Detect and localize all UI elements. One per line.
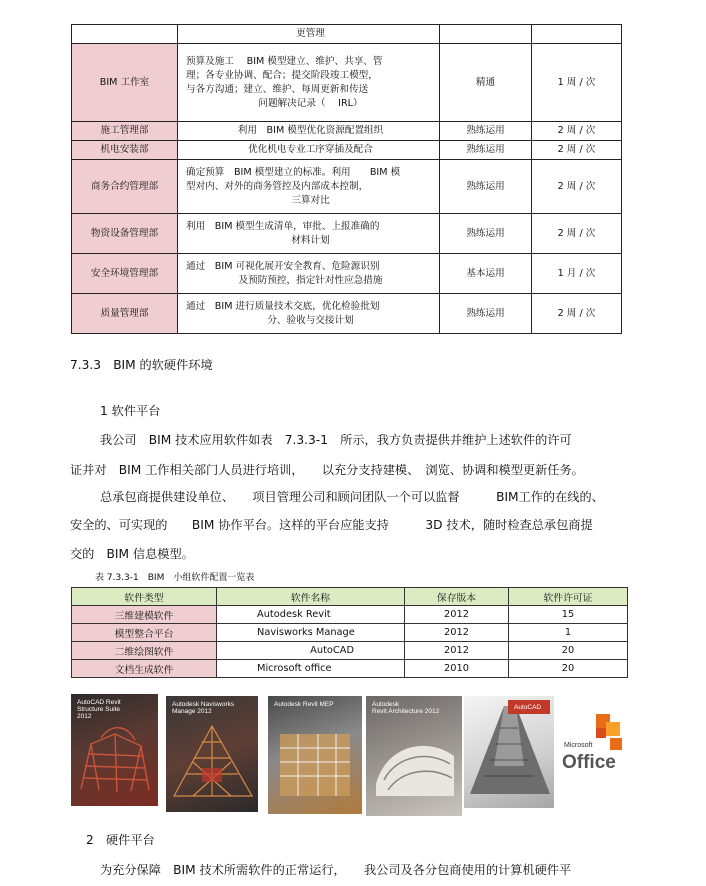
bim-responsibility-table xyxy=(71,24,622,334)
duty-line: 材料计划 xyxy=(291,234,330,246)
table-row xyxy=(72,294,622,334)
duty-line: 理；各专业协调、配合；提交阶段竣工模型， xyxy=(186,69,378,81)
duty-cell xyxy=(178,214,440,254)
paragraph-line: 我公司 BIM 技术应用软件如表 7.3.3-1 所示，我方负责提供并维护上述软件的许可 xyxy=(100,433,572,447)
duty-cell xyxy=(178,44,440,122)
duty-cell xyxy=(178,25,440,44)
software-licenses: 1 xyxy=(509,624,628,642)
revit-architecture-box-image xyxy=(366,696,462,816)
frequency-cell: 2 周 / 次 xyxy=(532,294,622,334)
software-type: 二维绘图软件 xyxy=(72,642,217,660)
proficiency-cell: 熟练运用 xyxy=(440,122,532,141)
proficiency-cell: 熟练运用 xyxy=(440,141,532,160)
software-name: Autodesk Revit xyxy=(217,606,405,624)
revit-structure-box-label: AutoCAD Revit Structure Suite 2012 xyxy=(77,699,121,720)
table-row xyxy=(72,642,628,660)
navisworks-box-image xyxy=(166,696,258,812)
autocad-box-label: AutoCAD xyxy=(514,704,542,711)
duty-line: 型对内、对外的商务管控及内部成本控制， xyxy=(186,180,369,192)
duty-line: 更管理 xyxy=(296,28,325,39)
frequency-cell: 1 周 / 次 xyxy=(532,44,622,122)
department-cell: 机电安装部 xyxy=(72,141,178,160)
table-row xyxy=(72,141,622,160)
paragraph-line: 为充分保障 BIM 技术所需软件的正常运行， 我公司及各分包商使用的计算机硬件平 xyxy=(100,863,572,877)
software-config-table xyxy=(71,587,628,678)
software-licenses: 20 xyxy=(509,660,628,678)
paragraph-line: 总承包商提供建设单位、 项目管理公司和顾问团队一个可以监督 BIM工作的在线的、 xyxy=(100,490,604,504)
proficiency-cell: 基本运用 xyxy=(440,254,532,294)
software-licenses: 15 xyxy=(509,606,628,624)
duty-line: 确定预算 BIM 模型建立的标准。利用 BIM 模 xyxy=(186,166,401,178)
software-type: 文档生成软件 xyxy=(72,660,217,678)
software-platform-heading: 1 软件平台 xyxy=(100,404,161,418)
header-cell: 软件名称 xyxy=(217,588,405,606)
software-type: 三维建模软件 xyxy=(72,606,217,624)
table-row xyxy=(72,214,622,254)
duty-line: 问题解决记录（ IRL） xyxy=(258,97,363,109)
software-version: 2010 xyxy=(405,660,509,678)
duty-cell xyxy=(178,141,440,160)
table-row xyxy=(72,122,622,141)
software-version: 2012 xyxy=(405,606,509,624)
revit-mep-box-label: Autodesk Revit MEP xyxy=(274,701,334,708)
revit-architecture-box-label: Autodesk Revit Architecture 2012 xyxy=(372,701,440,715)
table-row xyxy=(72,44,622,122)
proficiency-cell: 熟练运用 xyxy=(440,160,532,214)
department-cell: 商务合约管理部 xyxy=(72,160,178,214)
proficiency-cell: 精通 xyxy=(440,44,532,122)
duty-line: 预算及施工 BIM 模型建立、维护、共享、管 xyxy=(186,55,383,67)
duty-line: 通过 BIM 可视化展开安全教育、危险源识别 xyxy=(186,260,380,272)
paragraph-line: 交的 BIM 信息模型。 xyxy=(70,547,194,561)
proficiency-cell: 熟练运用 xyxy=(440,294,532,334)
table-row xyxy=(72,254,622,294)
duty-line: 分、验收与交接计划 xyxy=(267,314,354,326)
autocad-box-image xyxy=(464,696,554,808)
software-licenses: 20 xyxy=(509,642,628,660)
section-heading: 7.3.3 BIM 的软硬件环境 xyxy=(70,358,213,372)
department-cell: 质量管理部 xyxy=(72,294,178,334)
duty-line: 及预防预控，指定针对性应急措施 xyxy=(238,274,383,286)
navisworks-box-label: Autodesk Navisworks Manage 2012 xyxy=(172,701,235,715)
duty-line: 三算对比 xyxy=(291,194,330,206)
duty-line: 优化机电专业工序穿插及配合 xyxy=(248,144,373,155)
table-row xyxy=(72,660,628,678)
department-cell: 施工管理部 xyxy=(72,122,178,141)
duty-line: 通过 BIM 进行质量技术交底，优化检验批划 xyxy=(186,300,380,312)
table-row xyxy=(72,624,628,642)
proficiency-cell: 熟练运用 xyxy=(440,214,532,254)
frequency-cell: 2 周 / 次 xyxy=(532,160,622,214)
frequency-cell: 2 周 / 次 xyxy=(532,122,622,141)
table-row xyxy=(72,25,622,44)
duty-cell xyxy=(178,122,440,141)
software-name: AutoCAD xyxy=(217,642,405,660)
proficiency-cell xyxy=(440,25,532,44)
duty-cell xyxy=(178,254,440,294)
frequency-cell: 2 周 / 次 xyxy=(532,214,622,254)
frequency-cell: 1 月 / 次 xyxy=(532,254,622,294)
header-cell: 保存版本 xyxy=(405,588,509,606)
software-version: 2012 xyxy=(405,642,509,660)
frequency-cell: 2 周 / 次 xyxy=(532,141,622,160)
header-cell: 软件许可证 xyxy=(509,588,628,606)
duty-line: 与各方沟通；建立、维护、每周更新和传送 xyxy=(186,83,369,95)
revit-structure-box-image xyxy=(71,694,158,806)
revit-mep-box-image xyxy=(268,696,362,814)
table-header-row xyxy=(72,588,628,606)
department-cell: 物资设备管理部 xyxy=(72,214,178,254)
header-cell: 软件类型 xyxy=(72,588,217,606)
hardware-platform-heading: 2 硬件平台 xyxy=(86,833,155,847)
paragraph-line: 证并对 BIM 工作相关部门人员进行培训， 以充分支持建模、 浏览、协调和模型更新任务。 xyxy=(70,463,584,477)
paragraph-line: 安全的、可实现的 BIM 协作平台。这样的平台应能支持 3D 技术，随时检查总承包商提 xyxy=(70,518,593,532)
software-version: 2012 xyxy=(405,624,509,642)
frequency-cell xyxy=(532,25,622,44)
department-cell: 安全环境管理部 xyxy=(72,254,178,294)
software-name: Navisworks Manage xyxy=(217,624,405,642)
software-name: Microsoft office xyxy=(217,660,405,678)
table-row xyxy=(72,606,628,624)
duty-cell xyxy=(178,294,440,334)
table-caption: 表 7.3.3-1 BIM 小组软件配置一览表 xyxy=(95,573,255,583)
duty-line: 利用 BIM 模型生成清单，审批、上报准确的 xyxy=(186,220,380,232)
software-type: 模型整合平台 xyxy=(72,624,217,642)
duty-cell xyxy=(178,160,440,214)
department-cell xyxy=(72,25,178,44)
table-row xyxy=(72,160,622,214)
microsoft-brand-text: Microsoft xyxy=(564,742,593,749)
department-cell: BIM 工作室 xyxy=(72,44,178,122)
office-logo-text: Office xyxy=(562,752,616,773)
microsoft-office-logo xyxy=(560,712,630,782)
duty-line: 利用 BIM 模型优化资源配置组织 xyxy=(237,125,384,136)
